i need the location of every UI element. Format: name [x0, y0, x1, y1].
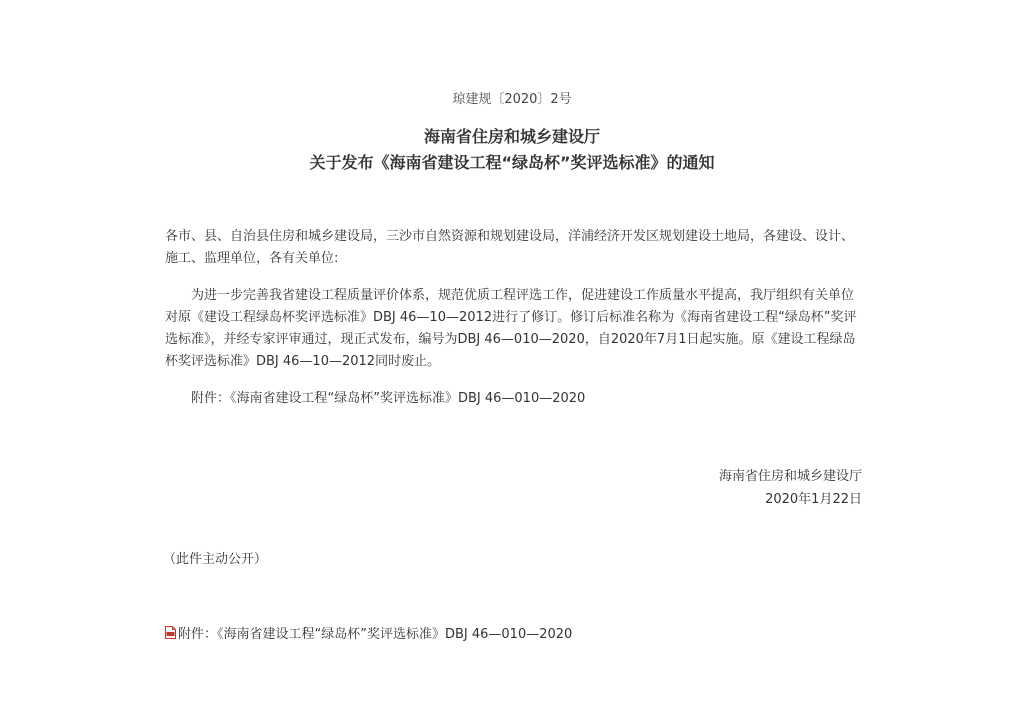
public-disclosure-note: （此件主动公开） [163, 552, 268, 567]
document-number: 琼建规〔2020〕2号 [452, 92, 572, 107]
attachment-download-label: 附件：《海南省建设工程“绿岛杯”奖评选标准》DBJ 46—010—2020 [178, 627, 573, 642]
body-paragraph: 为进一步完善我省建设工程质量评价体系，规范优质工程评选工作，促进建设工作质量水平提高，我厅组织有关单位对原《建设工程绿岛杯奖评选标准》DBJ 46—10—2012进行了修订。修订后标准名称为《海南省建设工程“绿岛杯”奖评选标准》，并经专家评审通过，现正式发布，编号为DBJ 46—010—2020，自2020年7月1日起实施。原《建设工程绿岛杯奖评选标准》DBJ 46—10—2012同时废止。 [165, 288, 857, 369]
salutation: 各市、县、自治县住房和城乡建设局，三沙市自然资源和规划建设局，洋浦经济开发区规划建设土地局，各建设、设计、施工、监理单位，各有关单位: [165, 229, 855, 266]
signature-date: 2020年1月22日 [765, 492, 862, 507]
attachment-note: 附件：《海南省建设工程“绿岛杯”奖评选标准》DBJ 46—010—2020 [191, 391, 586, 406]
attachment-download-link[interactable] [165, 623, 572, 642]
document-title-subject: 关于发布《海南省建设工程“绿岛杯”奖评选标准》的通知 [309, 153, 715, 172]
pdf-file-icon [165, 626, 176, 639]
signature-organization: 海南省住房和城乡建设厅 [718, 469, 862, 484]
document-title-issuer: 海南省住房和城乡建设厅 [423, 127, 600, 146]
